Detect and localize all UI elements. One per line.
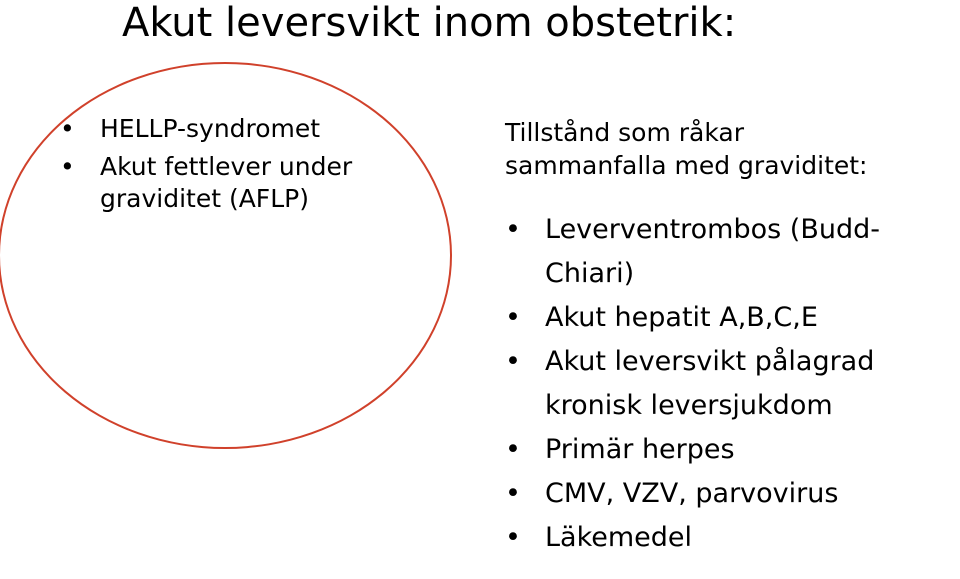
- list-item-text-continued: kronisk leversjukdom: [545, 390, 833, 421]
- bullet-icon: •: [60, 152, 75, 181]
- list-item: [505, 428, 880, 472]
- intro-line: sammanfalla med graviditet:: [505, 151, 868, 180]
- right-bullet-list: [505, 208, 880, 560]
- bullet-icon: •: [60, 114, 75, 143]
- list-item-text-continued: Chiari): [545, 258, 635, 289]
- list-item: [60, 113, 352, 145]
- bullet-icon: •: [505, 478, 521, 509]
- bullet-icon: •: [505, 302, 521, 333]
- bullet-icon: •: [505, 434, 521, 465]
- bullet-icon: •: [505, 346, 521, 377]
- list-item-text-continued: graviditet (AFLP): [100, 184, 309, 213]
- list-item: [505, 472, 880, 516]
- list-item-text: Akut hepatit A,B,C,E: [545, 302, 818, 333]
- bullet-icon: •: [505, 522, 521, 553]
- right-column-intro: [505, 116, 867, 182]
- intro-line: Tillstånd som råkar: [505, 118, 745, 147]
- list-item-text: HELLP-syndromet: [100, 114, 321, 143]
- list-item: [505, 208, 880, 296]
- list-item: [505, 340, 880, 428]
- list-item-text: Akut leversvikt pålagrad: [545, 346, 875, 377]
- list-item-text: Primär herpes: [545, 434, 735, 465]
- list-item-text: Leverventrombos (Budd-: [545, 214, 880, 245]
- list-item-text: Akut fettlever under: [100, 152, 353, 181]
- list-item: [505, 296, 880, 340]
- list-item: [60, 151, 352, 215]
- slide-title: Akut leversvikt inom obstetrik:: [122, 0, 737, 46]
- list-item: [505, 516, 880, 560]
- list-item-text: CMV, VZV, parvovirus: [545, 478, 839, 509]
- bullet-icon: •: [505, 214, 521, 245]
- list-item-text: Läkemedel: [545, 522, 693, 553]
- left-bullet-list: [60, 113, 352, 221]
